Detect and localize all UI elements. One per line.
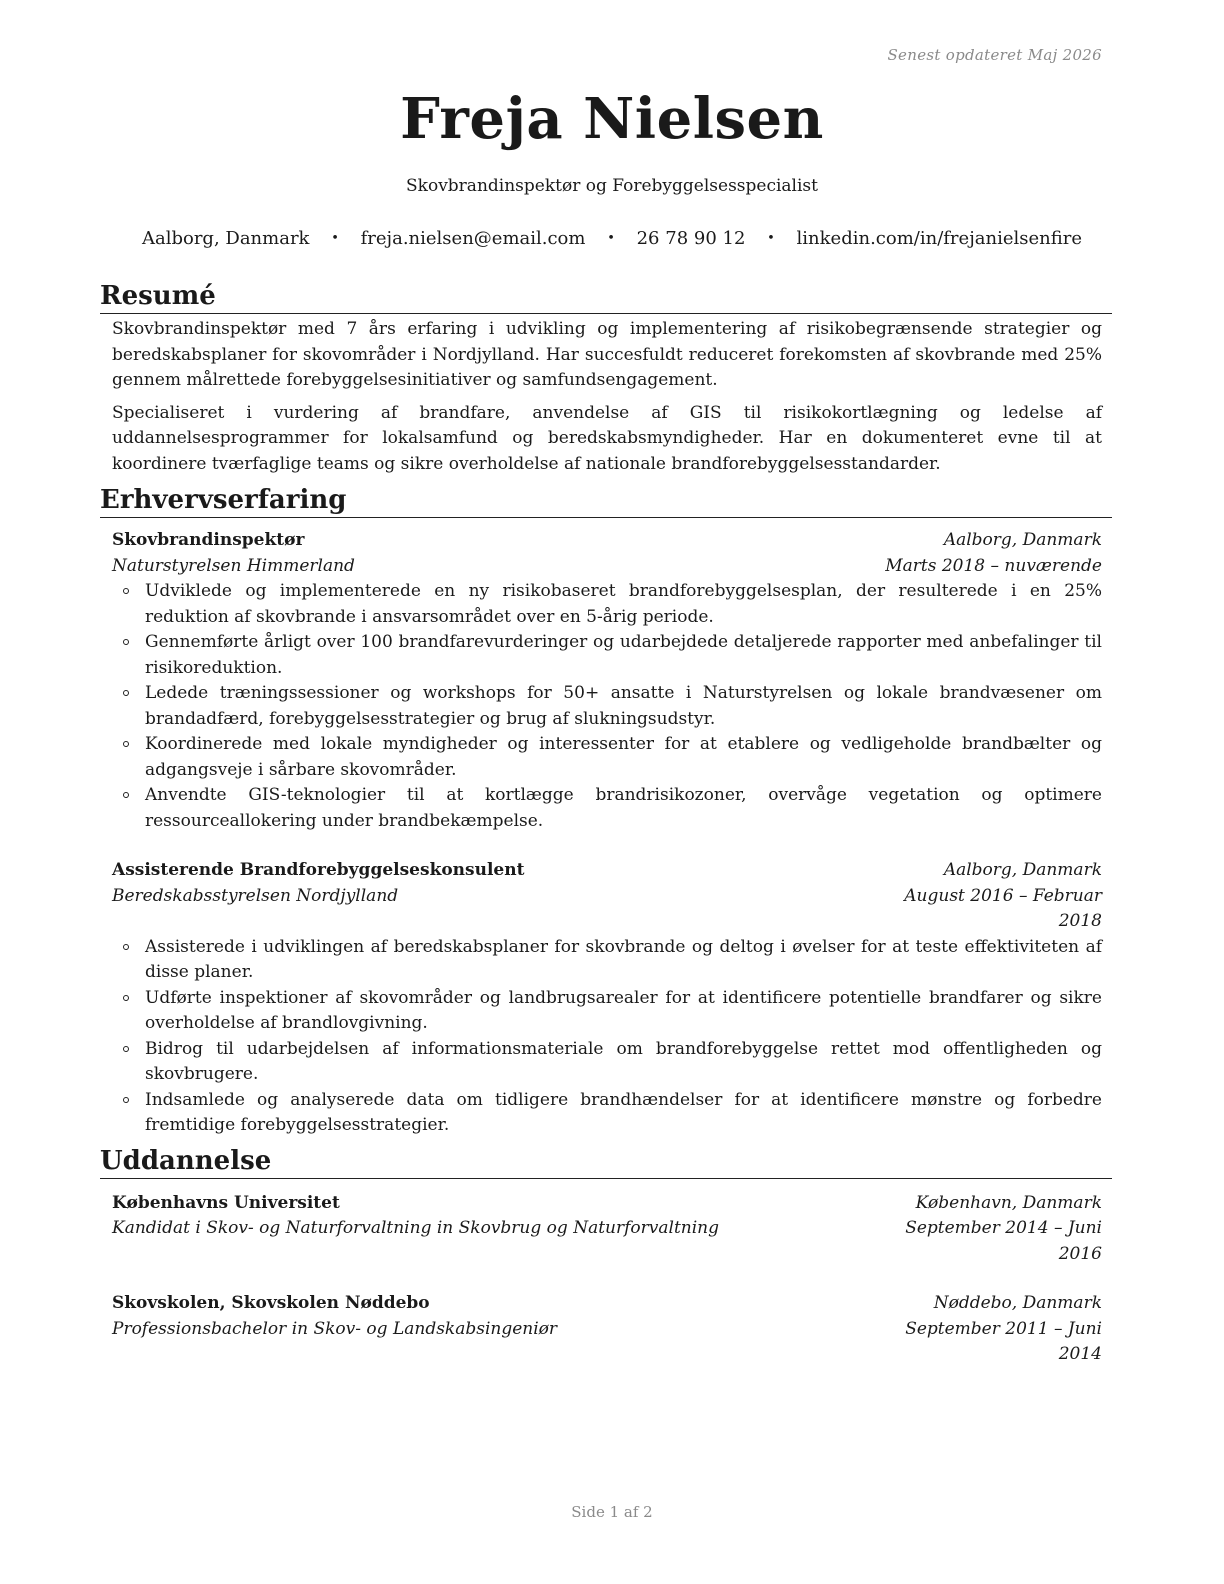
school-location: København, Danmark xyxy=(915,1192,1102,1213)
contact-email[interactable]: freja.nielsen@email.com xyxy=(360,228,586,249)
bullet-separator-icon: • xyxy=(767,231,775,246)
employer: Naturstyrelsen Himmerland xyxy=(112,555,355,576)
circle-bullet-icon xyxy=(123,1097,129,1103)
contact-linkedin[interactable]: linkedin.com/in/frejanielsenfire xyxy=(796,228,1083,249)
entry-header-row xyxy=(112,858,1102,884)
list-item xyxy=(145,935,1102,986)
circle-bullet-icon xyxy=(123,639,129,645)
list-item xyxy=(145,1088,1102,1139)
employer: Beredskabsstyrelsen Nordjylland xyxy=(112,885,399,906)
entry-header-row xyxy=(112,1191,1102,1217)
job-location: Aalborg, Danmark xyxy=(943,530,1102,550)
entry-header-row xyxy=(112,528,1102,554)
circle-bullet-icon xyxy=(123,792,129,798)
circle-bullet-icon xyxy=(123,690,129,696)
last-updated: Senest opdateret Maj 2026 xyxy=(887,46,1102,64)
school-name: Skovskolen, Skovskolen Nøddebo xyxy=(112,1293,430,1313)
summary-paragraph: Specialiseret i vurdering af brandfare, anvendelse af GIS til risikokortlægning og ledelse af uddannelsesprogrammer for lokalsamfund og beredskabsmyndigheder. Har en dokumenteret evne til at koordinere tværfaglige teams og sikre overholdelse af nationale brandforebyggelsesstandarder. xyxy=(112,402,1102,474)
section-title-education: Uddannelse xyxy=(100,1145,1112,1179)
bullet-text: Gennemførte årligt over 100 brandfarevurderinger og udarbejdede detaljerede rapporter med anbefalinger til risikoreduktion. xyxy=(145,632,1102,678)
summary-paragraph: Skovbrandinspektør med 7 års erfaring i udvikling og implementering af risikobegrænsende strategier og beredskabsplaner for skovområder i Nordjylland. Har succesfuldt reduceret forekomsten af skovbrande med 25% gennem målrettede forebyggelsesinitiativer og samfundsengagement. xyxy=(112,319,1102,390)
contact-location: Aalborg, Danmark xyxy=(141,228,310,249)
list-item xyxy=(145,986,1102,1037)
contact-phone[interactable]: 26 78 90 12 xyxy=(636,228,746,249)
circle-bullet-icon xyxy=(123,741,129,747)
job-bullet-list xyxy=(112,935,1102,1139)
entry-subheader-row xyxy=(112,884,1102,935)
school-location: Nøddebo, Danmark xyxy=(933,1293,1102,1313)
experience-entry xyxy=(100,858,1112,1139)
section-title-experience: Erhvervserfaring xyxy=(100,484,1112,518)
entry-subheader-row xyxy=(112,1216,1102,1267)
education-dates: September 2011 – Juni 2014 xyxy=(905,1318,1102,1364)
circle-bullet-icon xyxy=(123,995,129,1001)
experience-section xyxy=(100,484,1112,1139)
candidate-name: Freja Nielsen xyxy=(400,86,824,152)
bullet-separator-icon: • xyxy=(607,231,615,246)
contact-line xyxy=(0,228,1224,249)
candidate-subtitle: Skovbrandinspektør og Forebyggelsesspecialist xyxy=(406,176,818,196)
bullet-separator-icon: • xyxy=(331,231,339,246)
education-dates: September 2014 – Juni 2016 xyxy=(905,1218,1102,1264)
bullet-text: Bidrog til udarbejdelsen af informationsmateriale om brandforebyggelse rettet mod offentligheden og skovbrugere. xyxy=(145,1038,1102,1084)
bullet-text: Ledede træningssessioner og workshops for 50+ ansatte i Naturstyrelsen og lokale brandvæsener om brandadfærd, forebyggelsesstrategier og brug af slukningsudstyr. xyxy=(145,683,1102,729)
job-dates: Marts 2018 – nuværende xyxy=(885,555,1102,576)
bullet-text: Koordinerede med lokale myndigheder og interessenter for at etablere og vedligeholde brandbælter og adgangsveje i sårbare skovområder. xyxy=(145,734,1102,780)
list-item xyxy=(145,732,1102,783)
list-item xyxy=(145,630,1102,681)
bullet-text: Assisterede i udviklingen af beredskabsplaner for skovbrande og deltog i øvelser for at teste effektiviteten af disse planer. xyxy=(145,936,1102,982)
job-title: Assisterende Brandforebyggelseskonsulent xyxy=(112,860,525,880)
summary-body xyxy=(100,317,1112,477)
page-number: Side 1 af 2 xyxy=(571,1503,653,1521)
section-title-summary: Resumé xyxy=(100,280,1112,314)
bullet-text: Anvendte GIS-teknologier til at kortlægge brandrisikozoner, overvåge vegetation og optimere ressourceallokering under brandbekæmpelse. xyxy=(145,785,1102,831)
bullet-text: Indsamlede og analyserede data om tidligere brandhændelser for at identificere mønstre og forbedre fremtidige forebyggelsesstrategier. xyxy=(145,1089,1102,1135)
list-item xyxy=(145,681,1102,732)
education-entry xyxy=(100,1291,1112,1368)
circle-bullet-icon xyxy=(123,588,129,594)
list-item xyxy=(145,579,1102,630)
education-entry xyxy=(100,1191,1112,1268)
education-section xyxy=(100,1145,1112,1368)
circle-bullet-icon xyxy=(123,944,129,950)
job-location: Aalborg, Danmark xyxy=(943,860,1102,880)
degree: Professionsbachelor in Skov- og Landskabsingeniør xyxy=(112,1318,558,1339)
bullet-text: Udførte inspektioner af skovområder og landbrugsarealer for at identificere potentielle brandfarer og sikre overholdelse af brandlovgivning. xyxy=(145,987,1102,1033)
job-title: Skovbrandinspektør xyxy=(112,530,305,550)
list-item xyxy=(145,1037,1102,1088)
summary-section xyxy=(100,280,1112,477)
entry-subheader-row xyxy=(112,554,1102,580)
circle-bullet-icon xyxy=(123,1046,129,1052)
school-name: Københavns Universitet xyxy=(112,1192,340,1213)
experience-entry xyxy=(100,528,1112,834)
list-item xyxy=(145,783,1102,834)
bullet-text: Udviklede og implementerede en ny risikobaseret brandforebyggelsesplan, der resulterede i en 25% reduktion af skovbrande i ansvarsområdet over en 5-årig periode. xyxy=(145,581,1102,627)
job-dates: August 2016 – Februar 2018 xyxy=(904,885,1102,931)
entry-header-row xyxy=(112,1291,1102,1317)
job-bullet-list xyxy=(112,579,1102,834)
entry-subheader-row xyxy=(112,1317,1102,1368)
resume-content xyxy=(100,280,1112,1368)
degree: Kandidat i Skov- og Naturforvaltning in Skovbrug og Naturforvaltning xyxy=(112,1218,719,1238)
